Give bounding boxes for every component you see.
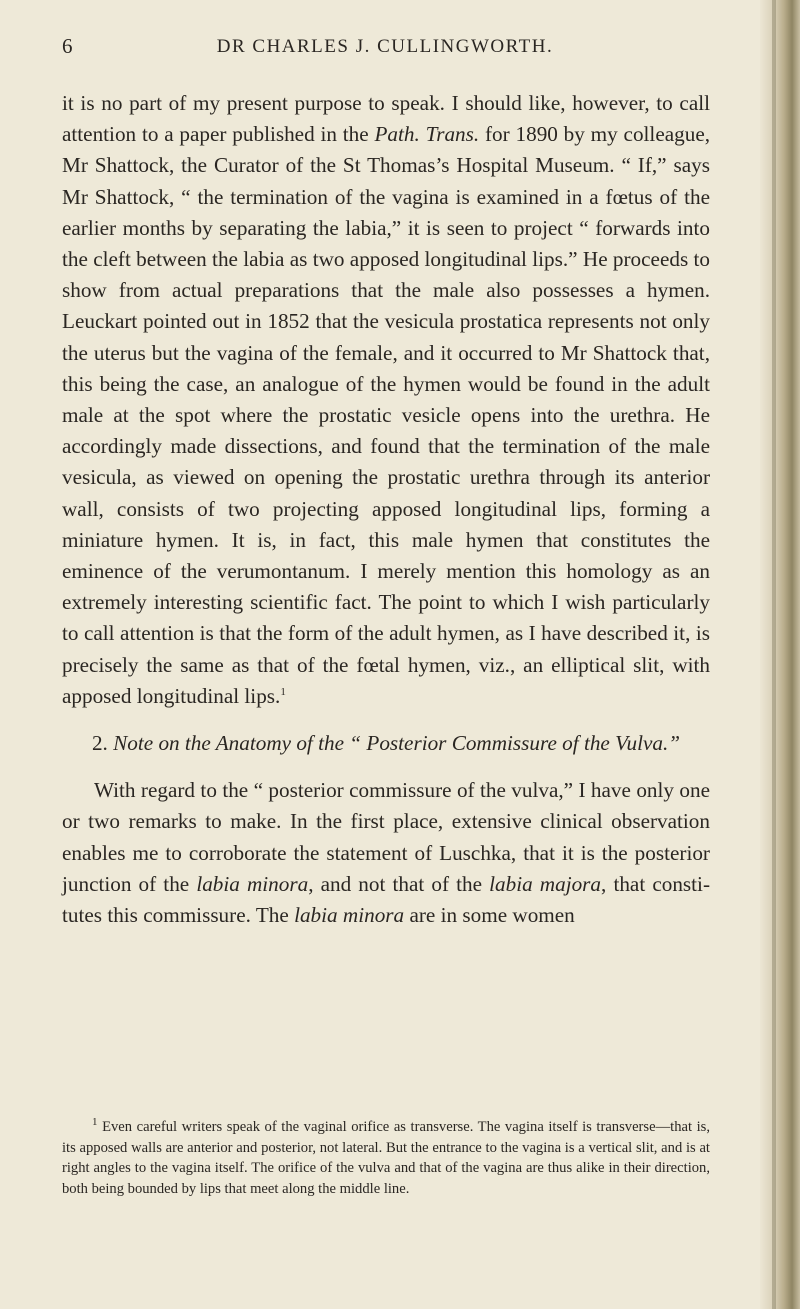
footnote-reference: 1 xyxy=(280,685,286,698)
section-number: 2. xyxy=(91,731,108,756)
paragraph-1 xyxy=(62,88,710,712)
term-labia-minora-2: labia minora xyxy=(294,903,405,928)
page-edge-shadow xyxy=(760,0,800,1309)
paragraph-2-text-a: With regard to the “ posterior commissure of the vulva,” I have only one or two remarks to make. In the first place, extensive clinical observation enables me to corroborate the statement of Luschka, that it is the posterior junction of the xyxy=(62,778,710,896)
footnote-body: Even careful writers speak of the vaginal orifice as transverse. The vagina itself is transverse—that is, its apposed walls are anterior and posterior, not lateral. But the entrance to the vagina is a vertical slit, and is at right angles to the vagina itself. The orifice of the vulva and that of the vagina are thus alike in their direction, both being bounded by lips that meet along the middle line. xyxy=(62,1119,710,1197)
page-binding-line xyxy=(772,0,776,1309)
footnote-text xyxy=(62,1117,710,1199)
paragraph-2 xyxy=(62,775,710,931)
body-text xyxy=(62,88,710,931)
journal-title: Path. Trans. xyxy=(374,122,480,147)
page-header xyxy=(62,34,708,60)
paragraph-2-text-b: , and not that of the xyxy=(308,871,490,896)
section-title: Note on the Anatomy of the “ Posterior Commissure of the Vulva.” xyxy=(113,731,681,756)
paragraph-2-text-d: are in some women xyxy=(404,903,575,928)
paragraph-1-text-a: it is no part of my present purpose to speak. I should like, however, to call attention to a paper published in the xyxy=(62,91,710,147)
running-head: DR CHARLES J. CULLINGWORTH. xyxy=(216,36,554,57)
footnote-marker: 1 xyxy=(92,1116,98,1129)
paragraph-1-text-b: for 1890 by my colleague, Mr Shattock, the Curator of the St Thomas’s Hospital Museum. “ If,” says Mr Shattock, “ the termination of the vagina is examined in a fœtus of the earlier months by separating the labia,” it is seen to project “ forwards into the cleft between the labia as two apposed longitudinal lips.” He proceeds to show from actual preparations that the male also possesses a hymen. Leuckart pointed out in 1852 that the vesicula prostatica represents not only the uterus but the vagina of the female, and it occurred to Mr Shattock that, this being the case, an analogue of the hymen would be found in the adult male at the spot where the prostatic vesicle opens into the urethra. He accordingly made dissections, and found that the termination of the male vesicula, as viewed on opening the prostatic urethra through its anterior wall, consists of two projecting apposed longitudinal lips, forming a miniature hymen. It is, in fact, this male hymen that constitutes the eminence of the verumontanum. I merely mention this homology as an extremely interesting scientific fact. The point to which I wish particularly to call attention is that the form of the adult hymen, as I have described it, is precisely the same as that of the fœtal hymen, viz., an elliptical slit, with apposed longitudinal lips. xyxy=(62,122,711,708)
section-heading xyxy=(62,728,710,759)
footnote xyxy=(62,1117,710,1199)
term-labia-minora: labia minora xyxy=(196,871,309,896)
paragraph-2-text-c: , that constitutes this commissure. The xyxy=(62,871,710,928)
term-labia-majora: labia majora xyxy=(489,871,602,896)
page-number: 6 xyxy=(62,34,73,58)
